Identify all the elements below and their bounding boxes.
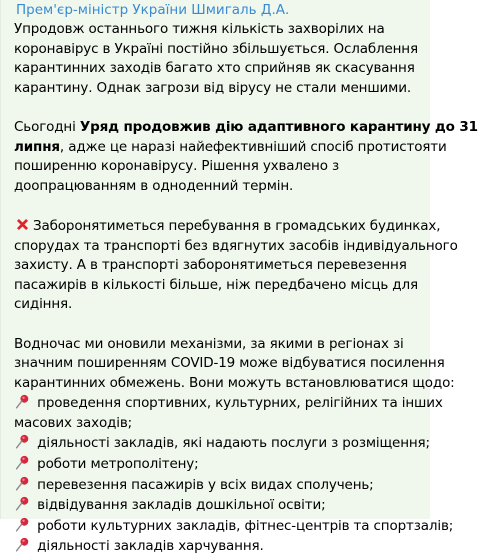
list-item-text: роботи метрополітену; <box>37 456 199 473</box>
text-span: Сьогодні <box>14 118 80 135</box>
text-line: Упродовж останнього тижня кількість захворілих на <box>14 21 385 37</box>
restriction-list <box>14 393 454 557</box>
list-item-text: відвідування закладів дошкільної освіти; <box>37 497 326 514</box>
text-line: спорудах та транспорті без вдягнутих засобів індивідуального <box>14 237 458 254</box>
text-line: доопрацюванням в одноденний термін. <box>14 177 294 194</box>
spacer <box>14 196 420 216</box>
bold-text: Уряд продовжив дію адаптивного карантину до 31 <box>79 118 478 135</box>
list-item <box>14 475 420 496</box>
list-item-text: роботи культурних закладів, фітнес-центрів та спортзалів; <box>37 517 454 534</box>
pushpin-icon <box>14 454 31 471</box>
pushpin-icon <box>14 393 31 410</box>
spacer <box>14 315 420 335</box>
list-item <box>14 454 420 475</box>
sender-name[interactable]: Прем'єр-міністр України Шмигаль Д.А. <box>16 2 290 18</box>
text-line <box>14 118 478 138</box>
pushpin-icon <box>14 516 31 533</box>
paragraph-2 <box>14 118 478 196</box>
text-line: захисту. А в транспорті заборонятиметься перевезення <box>14 257 407 274</box>
text-line <box>14 138 447 158</box>
spacer <box>14 98 420 118</box>
text-line: значним поширенням COVID-19 може відбуватися посилення <box>14 355 445 372</box>
text-line: карантинних обмежень. Вони можуть встановлюватися щодо: <box>14 374 455 391</box>
pushpin-icon <box>14 495 31 512</box>
list-item <box>14 516 454 537</box>
text-line: карантинних заходів багато хто сприйняв як скасування <box>14 60 415 77</box>
list-item-text: перевезення пасажирів у всіх видах сполучень; <box>37 476 374 493</box>
list-item <box>14 393 443 414</box>
bold-text: липня <box>14 138 60 155</box>
list-item <box>14 433 430 454</box>
list-item-continuation: масових заходів; <box>14 414 133 431</box>
message-text <box>14 20 478 557</box>
list-item-text: проведення спортивних, культурних, релігійних та інших <box>37 395 443 412</box>
text-line: коронавірус в Україні постійно збільшується. Ослаблення <box>14 40 418 57</box>
list-item <box>14 536 420 557</box>
pushpin-icon <box>14 475 31 492</box>
pushpin-icon <box>14 433 31 450</box>
text-span: Заборонятиметься перебування в громадських будинках, <box>33 217 441 234</box>
paragraph-3 <box>14 216 458 315</box>
pushpin-icon <box>14 536 31 553</box>
list-item-text: діяльності закладів, які надають послуги з розміщення; <box>37 435 430 452</box>
text-line <box>14 216 441 237</box>
text-line: Водночас ми оновили механізми, за якими в регіонах зі <box>14 335 404 352</box>
list-item-text: діяльності закладів харчування. <box>37 538 264 555</box>
cross-mark-icon <box>14 216 31 233</box>
paragraph-4 <box>14 335 455 394</box>
text-span: , адже це наразі найефективніший спосіб протистояти <box>59 138 447 155</box>
text-line: поширенню коронавірусу. Рішення ухвалено з <box>14 158 340 175</box>
text-line: карантину. Однак загрози від вірусу не стали меншими. <box>14 79 411 96</box>
paragraph-1 <box>14 20 420 98</box>
text-line: пасажирів в кількості більше, ніж передбачено місць для <box>14 276 418 293</box>
text-line: сидіння. <box>14 296 73 313</box>
list-item <box>14 495 420 516</box>
